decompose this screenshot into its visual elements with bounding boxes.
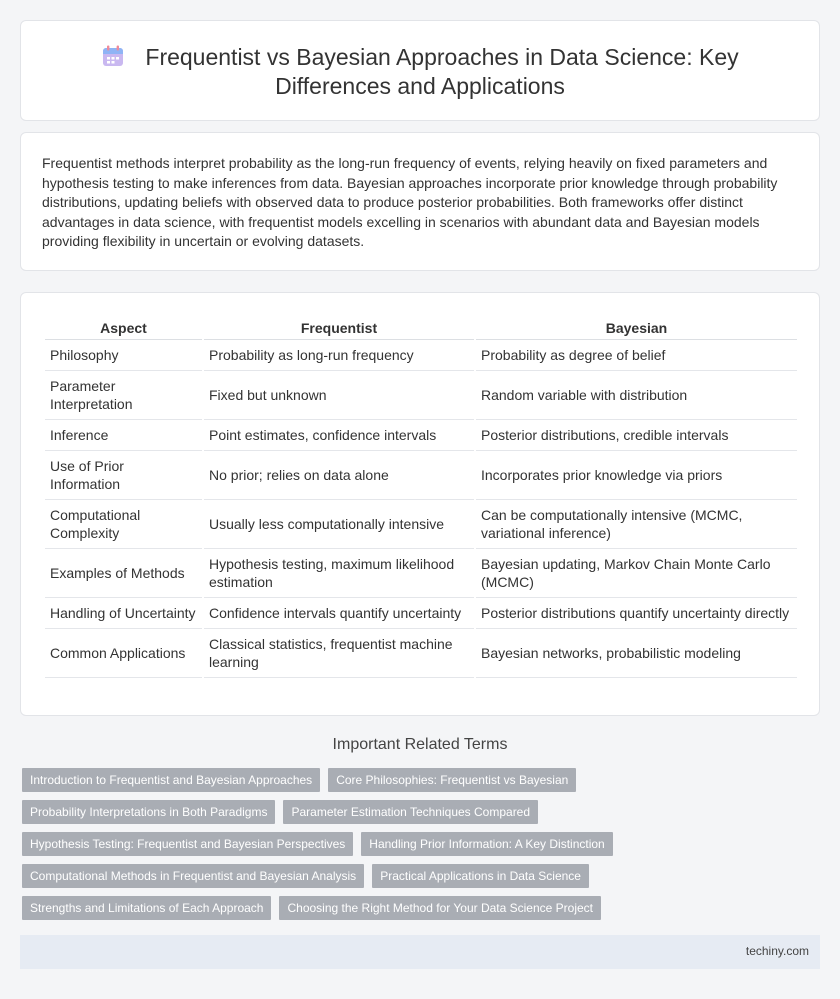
cell-bayesian: Posterior distributions, credible intervals	[476, 420, 797, 451]
related-term-tag[interactable]: Hypothesis Testing: Frequentist and Bayesian Perspectives	[22, 832, 353, 856]
intro-card	[20, 132, 820, 271]
table-row	[45, 371, 797, 420]
cell-bayesian: Incorporates prior knowledge via priors	[476, 451, 797, 500]
cell-aspect: Philosophy	[45, 340, 202, 371]
cell-bayesian: Random variable with distribution	[476, 371, 797, 420]
related-term-tag[interactable]: Handling Prior Information: A Key Distinction	[361, 832, 612, 856]
cell-frequentist: Probability as long-run frequency	[204, 340, 474, 371]
page-title-block	[21, 43, 819, 101]
related-term-tag[interactable]: Practical Applications in Data Science	[372, 864, 589, 888]
comparison-table	[43, 315, 799, 678]
table-row	[45, 420, 797, 451]
cell-aspect: Examples of Methods	[45, 549, 202, 598]
footer-site-link[interactable]: techiny.com	[745, 944, 809, 958]
cell-frequentist: Fixed but unknown	[204, 371, 474, 420]
page-title: Frequentist vs Bayesian Approaches in Data Science: Key Differences and Applications	[145, 44, 739, 99]
related-terms-list	[22, 768, 818, 928]
header-aspect: Aspect	[45, 315, 202, 340]
cell-frequentist: Hypothesis testing, maximum likelihood estimation	[204, 549, 474, 598]
footer-bar	[20, 935, 820, 969]
cell-aspect: Common Applications	[45, 629, 202, 678]
related-terms-heading: Important Related Terms	[332, 736, 508, 753]
intro-paragraph: Frequentist methods interpret probability as the long-run frequency of events, relying heavily on fixed parameters and hypothesis testing to make inferences from data. Bayesian approaches incorporate prior knowledge through probability distributions, updating beliefs with observed data to produce posterior probabilities. Both frameworks offer distinct advantages in data science, with frequentist models excelling in scenarios with abundant data and Bayesian models providing flexibility in uncertain or evolving datasets.	[42, 155, 778, 250]
table-header-row	[45, 315, 797, 340]
header-bayesian: Bayesian	[476, 315, 797, 340]
related-term-tag[interactable]: Choosing the Right Method for Your Data Science Project	[279, 896, 601, 920]
calendar-icon	[101, 44, 125, 68]
cell-bayesian: Bayesian networks, probabilistic modeling	[476, 629, 797, 678]
related-term-tag[interactable]: Computational Methods in Frequentist and Bayesian Analysis	[22, 864, 364, 888]
related-term-tag[interactable]: Strengths and Limitations of Each Approach	[22, 896, 271, 920]
cell-aspect: Use of Prior Information	[45, 451, 202, 500]
cell-aspect: Inference	[45, 420, 202, 451]
table-row	[45, 500, 797, 549]
cell-aspect: Parameter Interpretation	[45, 371, 202, 420]
table-row	[45, 451, 797, 500]
cell-bayesian: Can be computationally intensive (MCMC, variational inference)	[476, 500, 797, 549]
header-card	[20, 20, 820, 121]
cell-frequentist: Usually less computationally intensive	[204, 500, 474, 549]
header-frequentist: Frequentist	[204, 315, 474, 340]
table-row	[45, 629, 797, 678]
cell-frequentist: No prior; relies on data alone	[204, 451, 474, 500]
related-term-tag[interactable]: Introduction to Frequentist and Bayesian Approaches	[22, 768, 320, 792]
related-term-tag[interactable]: Core Philosophies: Frequentist vs Bayesian	[328, 768, 576, 792]
cell-frequentist: Point estimates, confidence intervals	[204, 420, 474, 451]
cell-bayesian: Probability as degree of belief	[476, 340, 797, 371]
cell-aspect: Computational Complexity	[45, 500, 202, 549]
cell-bayesian: Bayesian updating, Markov Chain Monte Carlo (MCMC)	[476, 549, 797, 598]
cell-frequentist: Classical statistics, frequentist machine learning	[204, 629, 474, 678]
related-term-tag[interactable]: Probability Interpretations in Both Paradigms	[22, 800, 275, 824]
table-row	[45, 549, 797, 598]
cell-frequentist: Confidence intervals quantify uncertainty	[204, 598, 474, 629]
cell-bayesian: Posterior distributions quantify uncertainty directly	[476, 598, 797, 629]
table-row	[45, 340, 797, 371]
table-row	[45, 598, 797, 629]
related-term-tag[interactable]: Parameter Estimation Techniques Compared	[283, 800, 538, 824]
comparison-table-card	[20, 292, 820, 716]
cell-aspect: Handling of Uncertainty	[45, 598, 202, 629]
